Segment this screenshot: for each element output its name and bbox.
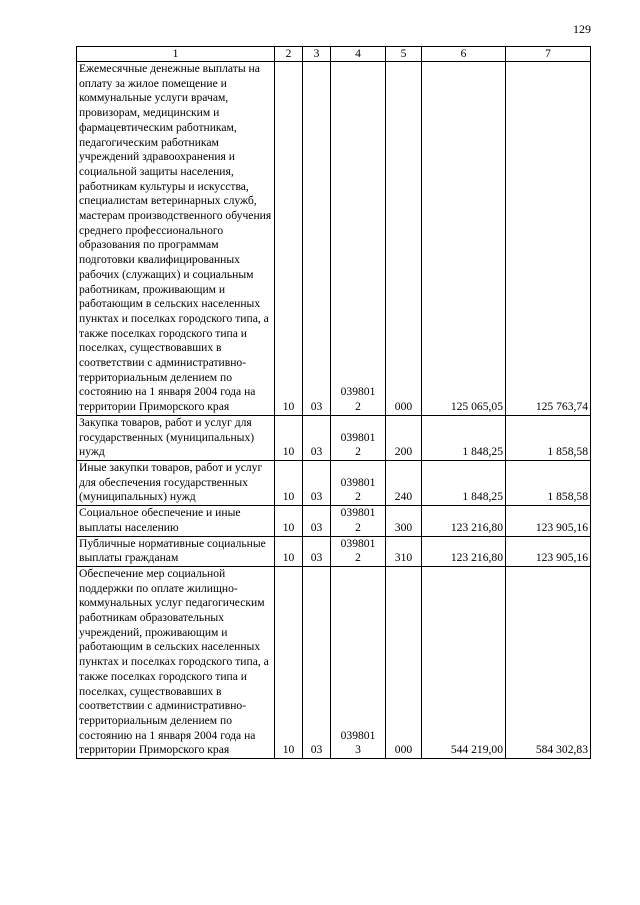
row-year2: 123 905,16 [506, 506, 591, 536]
header-cell: 5 [386, 47, 422, 62]
table-row [77, 415, 591, 460]
row-csr-top: 039801 [340, 536, 376, 550]
row-name: Социальное обеспечение и иные выплаты населению [77, 506, 275, 536]
row-subsection: 03 [303, 460, 331, 505]
row-csr-bottom: 2 [355, 520, 361, 534]
row-name: Обеспечение мер социальной поддержки по оплате жилищно-коммунальных услуг педагогическим работникам образовательных учреждений, проживающим и работающим в сельских населенных пунктах и поселках городского типа, а также поселках городского типа и поселках, существовавших в соответствии с административно-территориальным делением по состоянию на 1 января 2004 года на территории Приморского края [77, 566, 275, 758]
row-vr: 310 [386, 536, 422, 566]
header-cell: 6 [422, 47, 506, 62]
row-csr [331, 415, 386, 460]
row-vr: 000 [386, 62, 422, 416]
row-year2: 1 858,58 [506, 460, 591, 505]
row-year2: 584 302,83 [506, 566, 591, 758]
row-year1: 125 065,05 [422, 62, 506, 416]
header-cell: 1 [77, 47, 275, 62]
page-number: 129 [573, 22, 591, 36]
row-subsection: 03 [303, 62, 331, 416]
row-year2: 125 763,74 [506, 62, 591, 416]
row-subsection: 03 [303, 506, 331, 536]
table-row [77, 536, 591, 566]
row-section: 10 [275, 536, 303, 566]
header-cell: 2 [275, 47, 303, 62]
row-vr: 240 [386, 460, 422, 505]
row-year2: 1 858,58 [506, 415, 591, 460]
row-name: Закупка товаров, работ и услуг для государственных (муниципальных) нужд [77, 415, 275, 460]
table-row [77, 506, 591, 536]
row-csr-top: 039801 [340, 385, 376, 399]
row-section: 10 [275, 62, 303, 416]
row-section: 10 [275, 460, 303, 505]
row-vr: 300 [386, 506, 422, 536]
header-cell: 7 [506, 47, 591, 62]
row-name: Иные закупки товаров, работ и услуг для обеспечения государственных (муниципальных) нужд [77, 460, 275, 505]
header-cell: 3 [303, 47, 331, 62]
row-csr-top: 039801 [340, 475, 376, 489]
row-name: Ежемесячные денежные выплаты на оплату за жилое помещение и коммунальные услуги врачам, провизорам, медицинским и фармацевтическим работникам, педагогическим работникам учреждений здравоохранения и социальной защиты населения, работникам культуры и искусства, специалистам ветеринарных служб, мастерам производственного обучения среднего профессионального образования по программам подготовки квалифицированных рабочих (служащих) и социальным работникам, проживающим и работающим в сельских населенных пунктах и поселках городского типа, а также поселках городского типа и поселках, существовавших в соответствии с административно-территориальным делением по состоянию на 1 января 2004 года на территории Приморского края [77, 62, 275, 416]
table-header-row [77, 47, 591, 62]
row-name: Публичные нормативные социальные выплаты гражданам [77, 536, 275, 566]
row-csr [331, 460, 386, 505]
row-csr-top: 039801 [340, 430, 376, 444]
row-csr-top: 039801 [340, 506, 376, 520]
row-csr-bottom: 2 [355, 490, 361, 504]
row-csr [331, 506, 386, 536]
row-csr [331, 536, 386, 566]
row-year1: 123 216,80 [422, 536, 506, 566]
table-row [77, 62, 591, 416]
row-csr-bottom: 2 [355, 551, 361, 565]
table-row [77, 566, 591, 758]
table-row [77, 460, 591, 505]
row-year1: 544 219,00 [422, 566, 506, 758]
row-subsection: 03 [303, 415, 331, 460]
header-cell: 4 [331, 47, 386, 62]
row-csr-bottom: 2 [355, 400, 361, 414]
row-section: 10 [275, 506, 303, 536]
row-year1: 1 848,25 [422, 460, 506, 505]
budget-table [76, 46, 591, 759]
row-year1: 1 848,25 [422, 415, 506, 460]
row-year1: 123 216,80 [422, 506, 506, 536]
row-vr: 000 [386, 566, 422, 758]
row-subsection: 03 [303, 566, 331, 758]
row-vr: 200 [386, 415, 422, 460]
row-year2: 123 905,16 [506, 536, 591, 566]
row-section: 10 [275, 566, 303, 758]
row-csr-top: 039801 [340, 728, 376, 742]
row-csr [331, 62, 386, 416]
row-csr-bottom: 2 [355, 445, 361, 459]
row-subsection: 03 [303, 536, 331, 566]
row-csr [331, 566, 386, 758]
row-section: 10 [275, 415, 303, 460]
row-csr-bottom: 3 [355, 743, 361, 757]
